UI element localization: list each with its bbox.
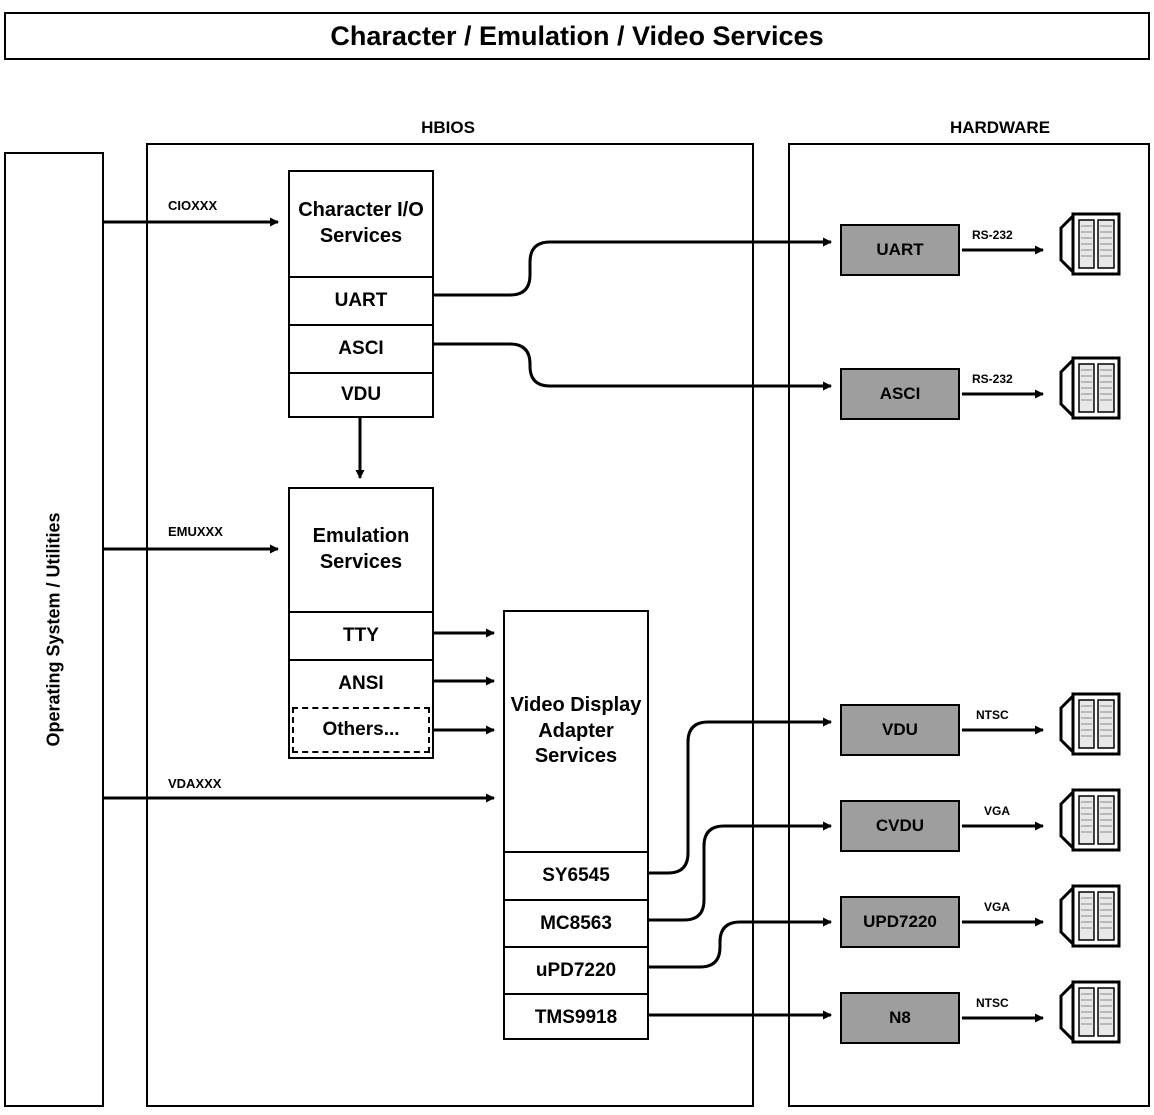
- hbios-container: [146, 143, 754, 1107]
- character-io-row-uart: UART: [290, 276, 432, 324]
- port-label-uart: RS-232: [972, 228, 1013, 242]
- video-display-adapter-services-block: [503, 610, 649, 1040]
- port-label-vdu: NTSC: [976, 708, 1009, 722]
- hardware-chip-cvdu: CVDU: [840, 800, 960, 852]
- emulation-row-ansi: ANSI: [290, 659, 432, 707]
- hardware-chip-uart: UART: [840, 224, 960, 276]
- port-label-asci: RS-232: [972, 372, 1013, 386]
- emulation-row-others: Others...: [292, 707, 430, 753]
- port-label-n8: NTSC: [976, 996, 1009, 1010]
- vda-row-upd7220: uPD7220: [505, 946, 647, 993]
- page-title: [4, 12, 1150, 60]
- character-io-services-block: [288, 170, 434, 418]
- os-utilities-bar: [4, 152, 104, 1107]
- vda-row-mc8563: MC8563: [505, 899, 647, 946]
- hardware-chip-n8: N8: [840, 992, 960, 1044]
- page-title-text: Character / Emulation / Video Services: [330, 20, 824, 51]
- character-io-services-title: Character I/O Services: [298, 199, 424, 247]
- os-utilities-label: Operating System / Utilities: [43, 512, 64, 747]
- edge-label-cioxxx: CIOXXX: [168, 198, 218, 213]
- vda-services-title: Video Display Adapter Services: [510, 694, 642, 768]
- edge-label-emuxxx: EMUXXX: [168, 524, 223, 539]
- hardware-chip-upd7220: UPD7220: [840, 896, 960, 948]
- edge-label-vdaxxx: VDAXXX: [168, 776, 222, 791]
- emulation-row-tty: TTY: [290, 611, 432, 659]
- emulation-services-title: Emulation Services: [312, 525, 410, 573]
- hardware-group-label: HARDWARE: [949, 118, 1051, 137]
- hardware-container: [788, 143, 1150, 1107]
- character-io-row-vdu: VDU: [290, 372, 432, 416]
- hardware-chip-vdu: VDU: [840, 704, 960, 756]
- character-io-row-asci: ASCI: [290, 324, 432, 372]
- hardware-chip-asci: ASCI: [840, 368, 960, 420]
- port-label-cvdu: VGA: [984, 804, 1011, 818]
- port-label-upd7220: VGA: [984, 900, 1011, 914]
- vda-row-tms9918: TMS9918: [505, 993, 647, 1040]
- vda-row-sy6545: SY6545: [505, 851, 647, 899]
- hbios-group-label: HBIOS: [421, 118, 475, 137]
- emulation-services-block: [288, 487, 434, 759]
